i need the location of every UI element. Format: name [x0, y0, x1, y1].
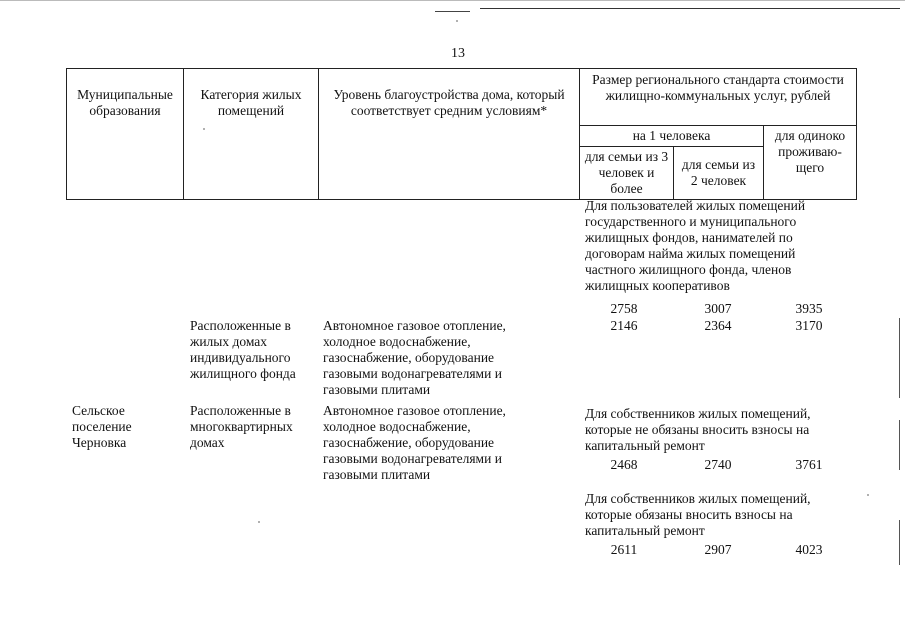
- header-per-person: на 1 человека: [580, 126, 764, 147]
- level-apartment: Автономное газовое отопление, холодное водоснабжение, газоснабжение, оборудование газовыми водонагревателями и газовыми плитами: [323, 403, 506, 482]
- value-cell: 2740: [704, 457, 732, 472]
- note-owners-obliged: Для собственников жилых помещений, которые обязаны вносить взносы на капитальный ремонт: [585, 491, 811, 538]
- scan-top-rule: [480, 8, 900, 9]
- category-individual: Расположенные в жилых домах индивидуального жилищного фонда: [190, 318, 296, 381]
- scan-right-mark: [899, 520, 900, 565]
- value-cell: 2611: [610, 542, 638, 557]
- note-tenants: Для пользователей жилых помещений государственного и муниципального жилищных фондов, нанимателей по договорам найма жилых помещений частного жилищного фонда, членов жилищных кооперативов: [585, 198, 806, 293]
- value-cell: 3170: [795, 318, 823, 333]
- header-level: Уровень благоустройства дома, который соответствует средним условиям*: [319, 69, 580, 200]
- header-municipal: Муниципальные образования: [67, 69, 184, 200]
- value-cell: 2758: [610, 301, 638, 316]
- page-number: 13: [451, 46, 465, 61]
- standard-table-header: [66, 68, 857, 200]
- value-cell: 3935: [795, 301, 823, 316]
- municipality-chernovka: Сельское поселение Черновка: [72, 403, 132, 450]
- value-cell: 3007: [704, 301, 732, 316]
- header-standard: Размер регионального стандарта стоимости жилищно-коммунальных услуг, рублей: [580, 69, 857, 126]
- scan-right-mark: [899, 420, 900, 470]
- value-cell: 2364: [704, 318, 732, 333]
- scan-speck: [258, 521, 260, 523]
- scan-right-mark: [899, 318, 900, 398]
- value-cell: 4023: [795, 542, 823, 557]
- value-cell: 2907: [704, 542, 732, 557]
- scan-top-dash: [435, 11, 470, 12]
- level-individual: Автономное газовое отопление, холодное водоснабжение, газоснабжение, оборудование газовыми водонагревателями и газовыми плитами: [323, 318, 506, 397]
- value-cell: 2468: [610, 457, 638, 472]
- header-family3: для семьи из 3 человек и более: [580, 147, 674, 200]
- category-apartment: Расположенные в многоквартирных домах: [190, 403, 293, 450]
- value-cell: 3761: [795, 457, 823, 472]
- note-owners-not-obliged: Для собственников жилых помещений, которые не обязаны вносить взносы на капитальный ремонт: [585, 406, 811, 453]
- scan-speck: [456, 20, 458, 22]
- header-category: Категория жилых помещений: [184, 69, 319, 200]
- value-cell: 2146: [610, 318, 638, 333]
- scan-top-line: [0, 0, 905, 1]
- header-family2: для семьи из 2 человек: [674, 147, 764, 200]
- header-single: для одиноко проживаю-щего: [764, 126, 857, 200]
